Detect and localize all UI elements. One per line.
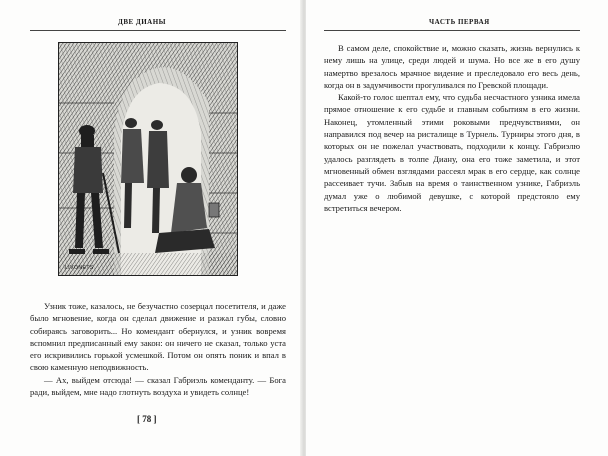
header-rule-right	[324, 30, 580, 31]
running-head-right: ЧАСТЬ ПЕРВАЯ	[429, 18, 490, 26]
engraver-signature: LIVONETS	[65, 265, 94, 271]
paragraph: — Ах, выйдем отсюда! — сказал Габриэль коменданту. — Бога ради, выйдем, мне надо глотнуть воздуха и увидеть солнце!	[30, 374, 286, 398]
paragraph: Какой-то голос шептал ему, что судьба несчастного узника имела прямое отношение к его судьбе и главным событиям в его жизни. Наконец, утомленный этими роковыми предчувствиями, он направился под вечер на ристалище в Турнель. Турниры этого дня, в которых он не пожелал участвовать, подходили к концу. Габриэлю удалось разглядеть в толпе Диану, она его тоже заметила, и этот мгновенный обмен взглядами рассеял мрак в его сердце, как солнце рассеивает тучи. Забыв на время о таинственном узнике, Габриэль думал уже о любимой девушке, с которой предстояло ему встретиться вечером.	[324, 92, 580, 213]
right-body-text	[324, 42, 580, 214]
engraving-prison-scene-icon	[59, 43, 237, 275]
paragraph: Узник тоже, казалось, не безучастно созерцал посетителя, и даже было мгновение, когда он сделал движение и разжал губы, словно собираясь заговорить... Но комендант обернулся, и узник вовремя вспомнил предписанный ему закон: он ничего не сказал, только уста его искривились горькой усмешкой. Потом он опять поник и впал в свою каменную неподвижность.	[30, 301, 286, 373]
header-rule-left	[30, 30, 286, 31]
right-page	[306, 0, 608, 456]
paragraph: В самом деле, спокойствие и, можно сказать, жизнь вернулись к нему лишь на улице, среди людей и шума. Но все же в его душу намертво врезалось мрачное видение и преследовало его весь день, когда он в задумчивости прогуливался по Гревской площади.	[324, 43, 580, 90]
engraving-illustration	[58, 42, 238, 276]
left-body-text	[30, 300, 286, 398]
left-page	[0, 0, 302, 456]
page-number: [ 78 ]	[137, 414, 157, 424]
running-head-left: ДВЕ ДИАНЫ	[118, 18, 167, 26]
